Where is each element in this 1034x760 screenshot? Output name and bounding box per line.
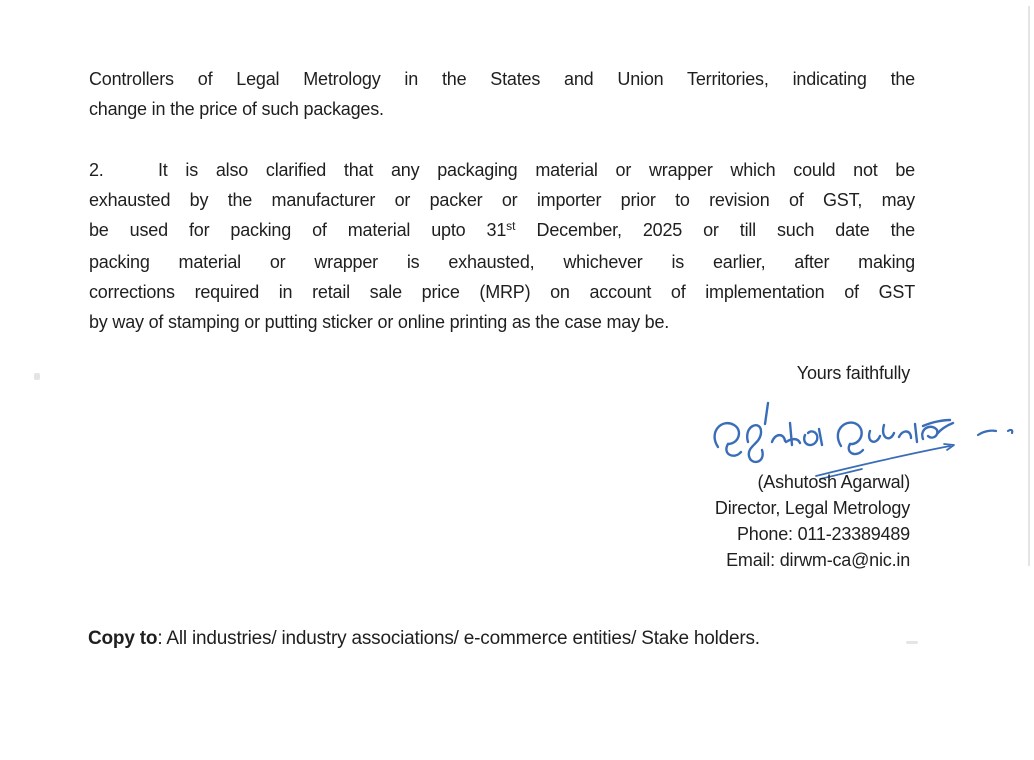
text-line: Controllers of Legal Metrology in the States and Union Territories, indicating the [89, 69, 915, 89]
text-run: be used for packing of material upto 31 [89, 220, 507, 240]
signatory-name: (Ashutosh Agarwal) [757, 472, 910, 492]
scan-artifact-dash [906, 641, 918, 644]
paragraph-number: 2. [89, 160, 104, 180]
copy-to-line [88, 628, 760, 650]
superscript-ordinal: st [506, 219, 516, 233]
text-run: December, 2025 or till such date the [515, 220, 915, 240]
text-line [89, 155, 915, 185]
signatory-email: Email: dirwm-ca@nic.in [726, 550, 910, 570]
paragraph-2 [89, 155, 915, 337]
text-line: by way of stamping or putting sticker or online printing as the case may be. [89, 312, 670, 332]
scan-artifact-edge-line [1028, 6, 1030, 566]
text-line: change in the price of such packages. [89, 99, 384, 119]
text-run: It is also clarified that any packaging material or wrapper which could not be [158, 160, 915, 180]
scan-artifact-smudge [34, 373, 40, 380]
text-line [89, 215, 915, 247]
copy-to-text: : All industries/ industry associations/ e-commerce entities/ Stake holders. [157, 628, 760, 649]
paragraph-1 [89, 64, 915, 124]
text-line: corrections required in retail sale price (MRP) on account of implementation of GST [89, 282, 915, 302]
signatory-phone: Phone: 011-23389489 [736, 524, 910, 544]
closing-salutation: Yours faithfully [796, 363, 910, 383]
text-line: exhausted by the manufacturer or packer or importer prior to revision of GST, may [89, 190, 915, 210]
signatory-title: Director, Legal Metrology [714, 498, 910, 518]
text-line: packing material or wrapper is exhausted, whichever is earlier, after making [89, 252, 915, 272]
signature-block [715, 469, 910, 573]
signature-ink-strokes [715, 403, 1013, 479]
copy-to-label: Copy to [88, 628, 158, 649]
